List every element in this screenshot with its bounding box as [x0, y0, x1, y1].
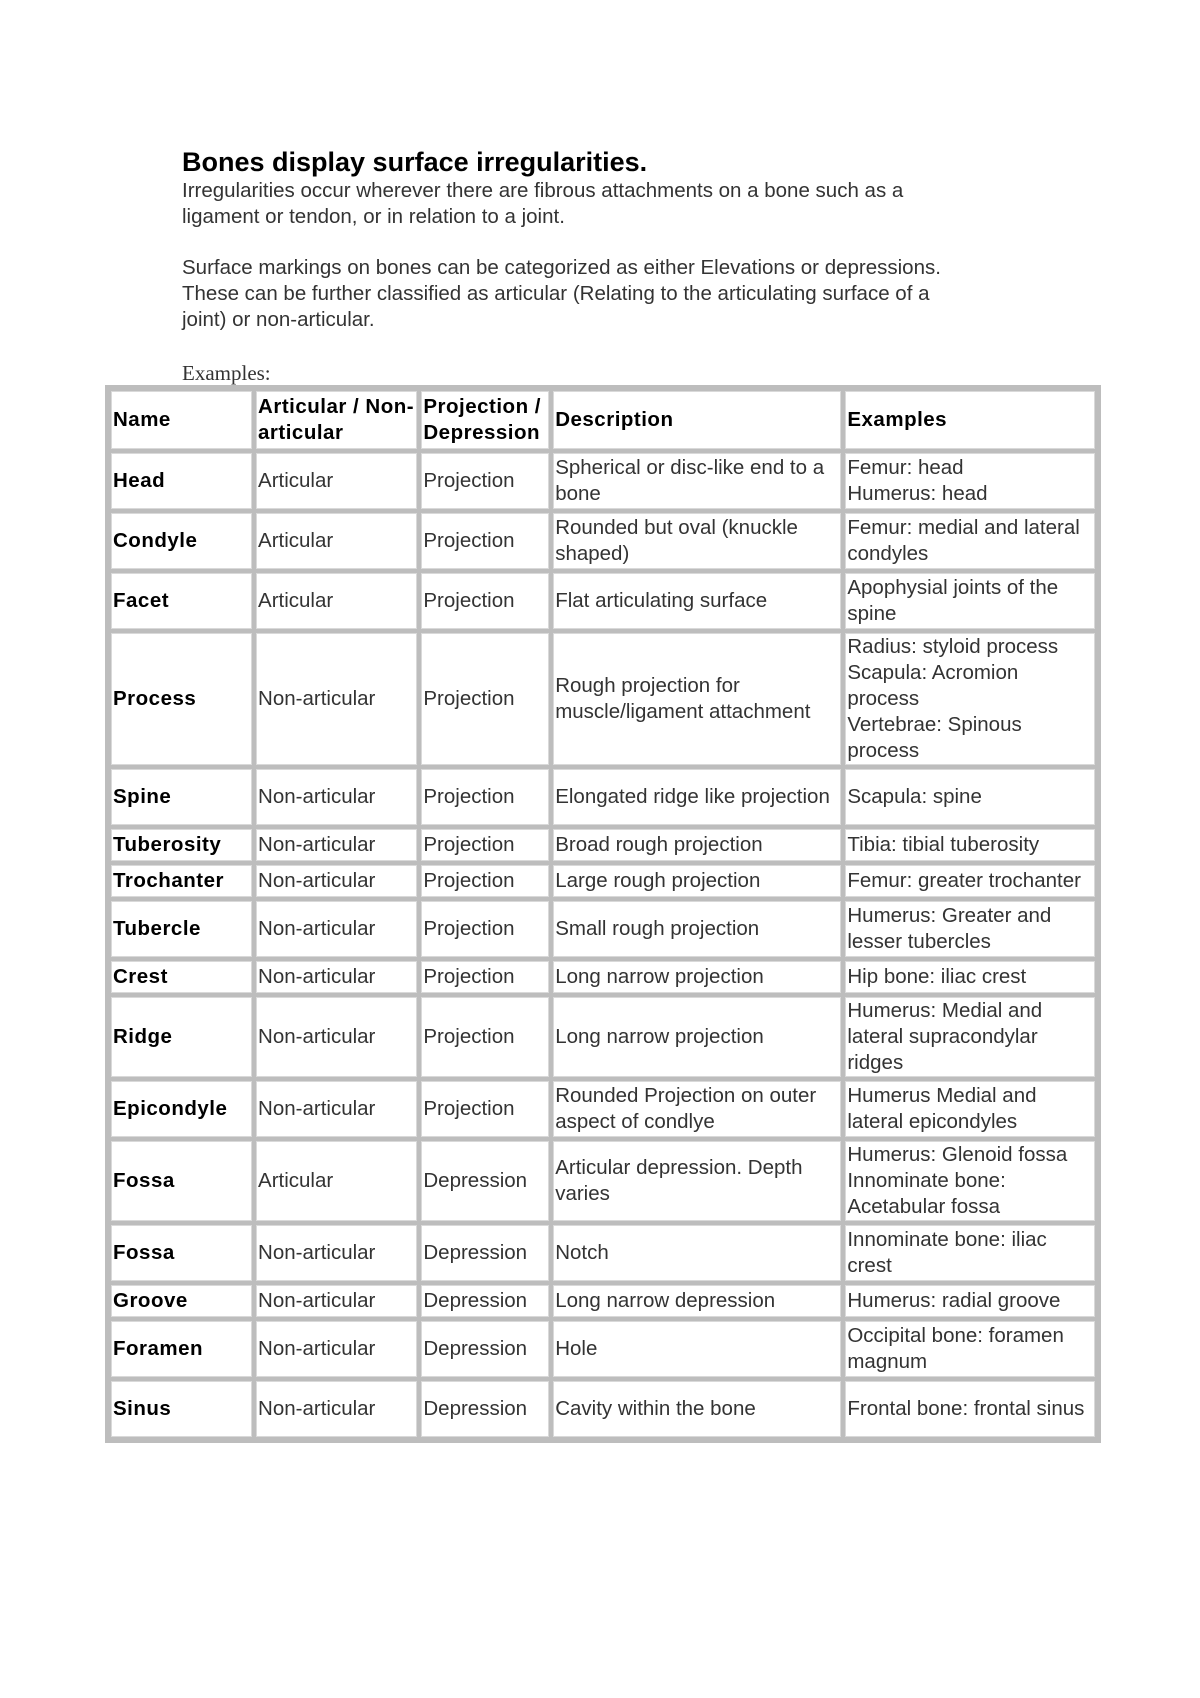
cell-examples — [845, 573, 1095, 629]
cell-projection-depression: Depression — [421, 1381, 549, 1437]
cell-articular: Non-articular — [256, 901, 417, 957]
paragraph-line: These can be further classified as articular (Relating to the articulating surface of a — [182, 282, 930, 305]
table-body — [111, 453, 1095, 1437]
cell-description: Small rough projection — [553, 901, 841, 957]
document-title: Bones display surface irregularities. — [182, 147, 648, 177]
cell-name: Facet — [111, 573, 252, 629]
cell-name: Tuberosity — [111, 829, 252, 861]
paragraph-line: Irregularities occur wherever there are fibrous attachments on a bone such as a — [182, 179, 904, 202]
cell-examples — [845, 1141, 1095, 1221]
surface-markings-table — [105, 385, 1101, 1443]
cell-description: Rough projection for muscle/ligament attachment — [553, 633, 841, 765]
cell-name: Sinus — [111, 1381, 252, 1437]
cell-articular: Non-articular — [256, 1285, 417, 1317]
cell-description: Cavity within the bone — [553, 1381, 841, 1437]
table-row — [111, 513, 1095, 569]
table-row — [111, 453, 1095, 509]
table-row — [111, 901, 1095, 957]
cell-description: Spherical or disc-like end to a bone — [553, 453, 841, 509]
cell-name: Ridge — [111, 997, 252, 1077]
table-row — [111, 633, 1095, 765]
cell-name: Fossa — [111, 1141, 252, 1221]
example-line: Apophysial joints of the spine — [847, 576, 1059, 625]
cell-articular: Non-articular — [256, 1381, 417, 1437]
cell-articular: Non-articular — [256, 769, 417, 825]
table-row — [111, 573, 1095, 629]
intro-paragraph — [182, 178, 903, 230]
classification-paragraph — [182, 255, 941, 333]
paragraph-line: Surface markings on bones can be categorized as either Elevations or depressions. — [182, 256, 941, 279]
cell-articular: Non-articular — [256, 865, 417, 897]
cell-examples — [845, 865, 1095, 897]
cell-examples — [845, 1081, 1095, 1137]
cell-articular: Non-articular — [256, 1225, 417, 1281]
cell-articular: Non-articular — [256, 997, 417, 1077]
header-description: Description — [553, 391, 841, 449]
paragraph-line: joint) or non-articular. — [182, 308, 375, 331]
example-line: Humerus Medial and lateral epicondyles — [847, 1084, 1037, 1133]
cell-examples — [845, 1381, 1095, 1437]
example-line: Humerus: Medial and lateral supracondylar ridges — [847, 999, 1043, 1074]
examples-label: Examples: — [182, 361, 271, 385]
cell-description: Articular depression. Depth varies — [553, 1141, 841, 1221]
example-line: Femur: greater trochanter — [847, 869, 1081, 892]
cell-name: Head — [111, 453, 252, 509]
example-line: Radius: styloid process — [847, 635, 1059, 658]
cell-description: Long narrow projection — [553, 961, 841, 993]
table-header-row — [111, 391, 1095, 449]
example-line: Innominate bone: Acetabular fossa — [847, 1169, 1006, 1218]
cell-examples — [845, 1225, 1095, 1281]
table-row — [111, 1225, 1095, 1281]
table-row — [111, 769, 1095, 825]
example-line: Vertebrae: Spinous process — [847, 713, 1022, 762]
table-row — [111, 1285, 1095, 1317]
cell-projection-depression: Depression — [421, 1321, 549, 1377]
cell-examples — [845, 901, 1095, 957]
cell-name: Trochanter — [111, 865, 252, 897]
cell-description: Flat articulating surface — [553, 573, 841, 629]
table-row — [111, 1081, 1095, 1137]
example-line: Humerus: Greater and lesser tubercles — [847, 904, 1052, 953]
cell-name: Groove — [111, 1285, 252, 1317]
table-row — [111, 997, 1095, 1077]
table-row — [111, 961, 1095, 993]
cell-articular: Non-articular — [256, 633, 417, 765]
cell-examples — [845, 513, 1095, 569]
example-line: Femur: head — [847, 456, 964, 479]
cell-examples — [845, 1321, 1095, 1377]
cell-examples — [845, 633, 1095, 765]
table-row — [111, 829, 1095, 861]
cell-projection-depression: Projection — [421, 453, 549, 509]
cell-examples — [845, 997, 1095, 1077]
cell-articular: Non-articular — [256, 1081, 417, 1137]
cell-articular: Non-articular — [256, 961, 417, 993]
cell-examples — [845, 961, 1095, 993]
table-row — [111, 1321, 1095, 1377]
example-line: Scapula: Acromion process — [847, 661, 1019, 710]
cell-articular: Articular — [256, 453, 417, 509]
header-projection: Projection / Depression — [421, 391, 549, 449]
example-line: Innominate bone: iliac crest — [847, 1228, 1047, 1277]
cell-projection-depression: Projection — [421, 513, 549, 569]
example-line: Humerus: Glenoid fossa — [847, 1143, 1068, 1166]
cell-projection-depression: Projection — [421, 829, 549, 861]
cell-description: Rounded Projection on outer aspect of condlye — [553, 1081, 841, 1137]
example-line: Tibia: tibial tuberosity — [847, 833, 1040, 856]
cell-projection-depression: Projection — [421, 997, 549, 1077]
cell-projection-depression: Projection — [421, 769, 549, 825]
cell-name: Condyle — [111, 513, 252, 569]
cell-projection-depression: Depression — [421, 1141, 549, 1221]
cell-description: Notch — [553, 1225, 841, 1281]
cell-projection-depression: Depression — [421, 1285, 549, 1317]
cell-name: Tubercle — [111, 901, 252, 957]
cell-name: Spine — [111, 769, 252, 825]
cell-name: Fossa — [111, 1225, 252, 1281]
cell-description: Elongated ridge like projection — [553, 769, 841, 825]
example-line: Frontal bone: frontal sinus — [847, 1397, 1085, 1420]
cell-description: Broad rough projection — [553, 829, 841, 861]
cell-description: Long narrow depression — [553, 1285, 841, 1317]
example-line: Humerus: radial groove — [847, 1289, 1061, 1312]
cell-articular: Non-articular — [256, 1321, 417, 1377]
table-row — [111, 1381, 1095, 1437]
cell-projection-depression: Projection — [421, 901, 549, 957]
cell-examples — [845, 829, 1095, 861]
cell-projection-depression: Projection — [421, 633, 549, 765]
example-line: Femur: medial and lateral condyles — [847, 516, 1080, 565]
table-row — [111, 1141, 1095, 1221]
cell-description: Long narrow projection — [553, 997, 841, 1077]
cell-projection-depression: Projection — [421, 865, 549, 897]
example-line: Humerus: head — [847, 482, 988, 505]
cell-description: Hole — [553, 1321, 841, 1377]
example-line: Hip bone: iliac crest — [847, 965, 1027, 988]
cell-articular: Articular — [256, 513, 417, 569]
cell-examples — [845, 453, 1095, 509]
header-articular: Articular / Non-articular — [256, 391, 417, 449]
example-line: Scapula: spine — [847, 785, 982, 808]
cell-projection-depression: Projection — [421, 1081, 549, 1137]
header-name: Name — [111, 391, 252, 449]
cell-name: Epicondyle — [111, 1081, 252, 1137]
cell-examples — [845, 1285, 1095, 1317]
cell-description: Large rough projection — [553, 865, 841, 897]
cell-name: Process — [111, 633, 252, 765]
cell-articular: Articular — [256, 573, 417, 629]
header-examples: Examples — [845, 391, 1095, 449]
table-row — [111, 865, 1095, 897]
cell-name: Crest — [111, 961, 252, 993]
example-line: Occipital bone: foramen magnum — [847, 1324, 1064, 1373]
cell-description: Rounded but oval (knuckle shaped) — [553, 513, 841, 569]
cell-articular: Articular — [256, 1141, 417, 1221]
cell-projection-depression: Projection — [421, 573, 549, 629]
cell-articular: Non-articular — [256, 829, 417, 861]
cell-name: Foramen — [111, 1321, 252, 1377]
cell-projection-depression: Depression — [421, 1225, 549, 1281]
cell-projection-depression: Projection — [421, 961, 549, 993]
cell-examples — [845, 769, 1095, 825]
paragraph-line: ligament or tendon, or in relation to a joint. — [182, 205, 565, 228]
